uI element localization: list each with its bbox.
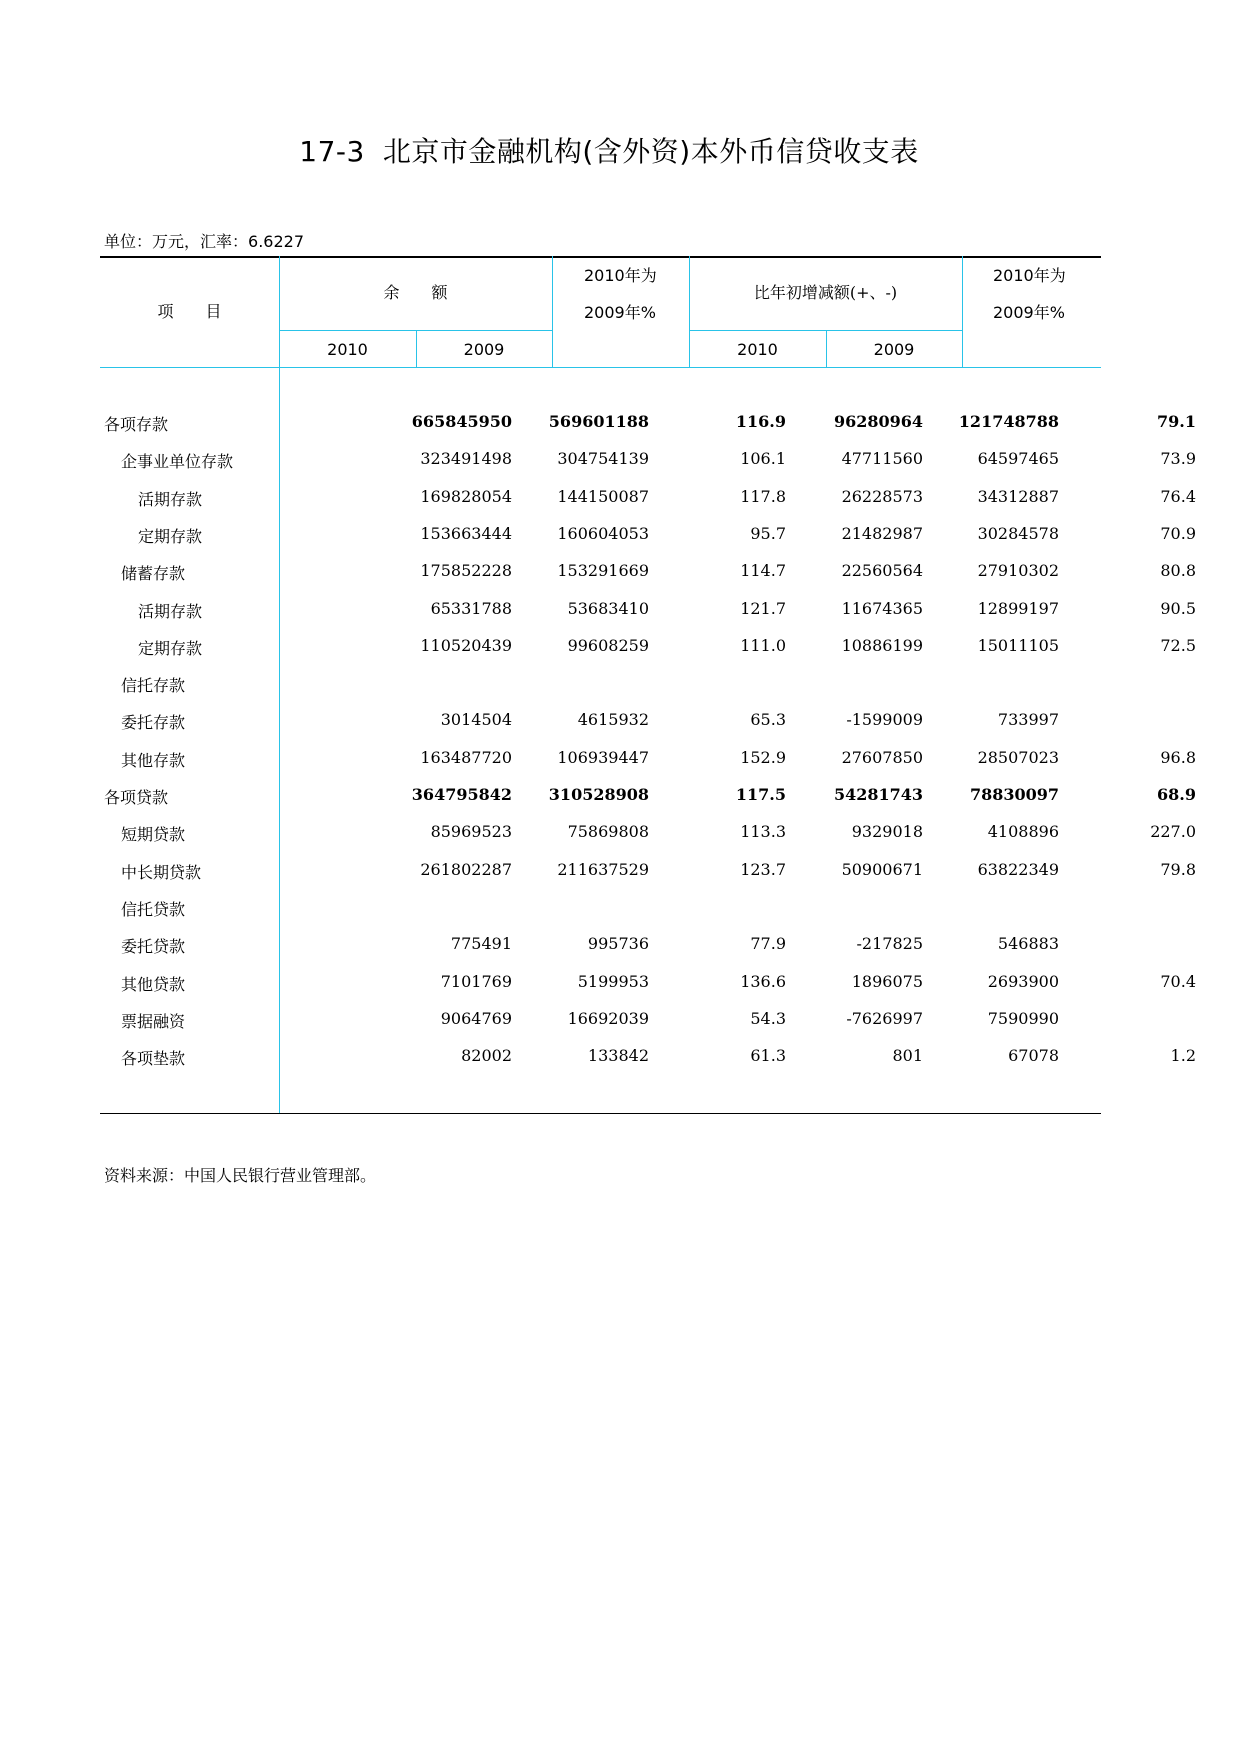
table-row xyxy=(100,1038,1196,1075)
source-note: 资料来源：中国人民银行营业管理部。 xyxy=(104,1166,377,1185)
row-label: 定期存款 xyxy=(138,638,203,658)
cell-balance-2009: 995736 xyxy=(587,934,649,954)
cell-balance-ratio: 116.9 xyxy=(735,412,786,431)
cell-change-2009: 121748788 xyxy=(958,412,1059,431)
cell-balance-ratio: 54.3 xyxy=(750,1008,786,1028)
table-row xyxy=(100,852,1196,889)
cell-change-2010: 1896075 xyxy=(851,971,923,991)
cell-change-2010: 96280964 xyxy=(833,412,923,431)
cell-balance-2009: 304754139 xyxy=(557,449,649,469)
cell-balance-ratio: 114.7 xyxy=(740,561,786,581)
cell-change-2009: 34312887 xyxy=(977,486,1059,506)
row-label: 委托贷款 xyxy=(121,937,186,957)
cell-balance-2009: 153291669 xyxy=(557,561,649,581)
cell-change-2010: -217825 xyxy=(856,934,923,954)
row-label: 中长期贷款 xyxy=(121,862,202,882)
cell-balance-2010: 364795842 xyxy=(411,785,512,804)
cell-change-ratio: 68.9 xyxy=(1157,785,1196,804)
header-ratio2-line2: 2009年% xyxy=(993,303,1065,322)
table-title-text: 北京市金融机构(含外资)本外币信贷收支表 xyxy=(382,135,919,168)
row-label: 企事业单位存款 xyxy=(121,452,234,472)
row-label: 信托存款 xyxy=(121,676,186,696)
table-row xyxy=(100,628,1196,665)
table-row xyxy=(100,889,1101,926)
unit-note xyxy=(104,229,304,252)
cell-change-ratio: 79.8 xyxy=(1160,859,1196,879)
row-label: 各项贷款 xyxy=(104,788,169,807)
header-change: 比年初增减额(+、-) xyxy=(753,283,898,302)
cell-balance-2009: 144150087 xyxy=(557,486,649,506)
cell-change-2010: -7626997 xyxy=(846,1008,923,1028)
cell-balance-ratio: 113.3 xyxy=(740,822,786,842)
cell-balance-ratio: 136.6 xyxy=(740,971,786,991)
table-row xyxy=(100,964,1196,1001)
table-top-rule xyxy=(100,256,1101,258)
cell-balance-ratio: 95.7 xyxy=(750,523,786,543)
row-label: 短期贷款 xyxy=(121,825,186,845)
table-row xyxy=(100,926,1101,963)
cell-change-ratio: 70.9 xyxy=(1160,523,1196,543)
cell-change-ratio: 79.1 xyxy=(1157,412,1196,431)
cell-balance-2010: 82002 xyxy=(461,1046,512,1066)
table-number: 17-3 xyxy=(299,135,365,168)
row-label: 活期存款 xyxy=(138,489,203,509)
cell-change-ratio: 72.5 xyxy=(1160,635,1196,655)
unit-prefix: 单位：万元，汇率： xyxy=(104,232,249,251)
cell-change-2009: 2693900 xyxy=(987,971,1059,991)
row-label: 委托存款 xyxy=(121,713,186,733)
table-row xyxy=(100,553,1196,590)
cell-balance-2010: 665845950 xyxy=(411,412,512,431)
cell-change-ratio: 1.2 xyxy=(1170,1046,1196,1066)
cell-change-2009: 30284578 xyxy=(977,523,1059,543)
cell-balance-2009: 310528908 xyxy=(548,785,649,804)
cell-balance-ratio: 123.7 xyxy=(740,859,786,879)
cell-balance-2010: 65331788 xyxy=(430,598,512,618)
header-year-2010: 2010 xyxy=(327,340,368,359)
cell-balance-ratio: 111.0 xyxy=(740,635,786,655)
row-label: 各项存款 xyxy=(104,415,169,434)
header-ratio2-line1: 2010年为 xyxy=(993,266,1066,285)
table-row xyxy=(100,814,1196,851)
header-divider xyxy=(962,256,963,368)
cell-change-2009: 27910302 xyxy=(977,561,1059,581)
cell-balance-2010: 7101769 xyxy=(440,971,512,991)
cell-balance-ratio: 77.9 xyxy=(750,934,786,954)
cell-balance-ratio: 61.3 xyxy=(750,1046,786,1066)
cell-change-ratio: 227.0 xyxy=(1150,822,1196,842)
cell-balance-2010: 9064769 xyxy=(440,1008,512,1028)
table-row xyxy=(100,479,1196,516)
cell-balance-2009: 4615932 xyxy=(577,710,649,730)
cell-change-2010: 21482987 xyxy=(841,523,923,543)
table-row xyxy=(100,1001,1101,1038)
cell-change-2010: -1599009 xyxy=(846,710,923,730)
cell-balance-2009: 106939447 xyxy=(557,747,649,767)
cell-balance-2009: 133842 xyxy=(587,1046,649,1066)
row-label: 其他存款 xyxy=(121,750,186,770)
cell-change-2009: 7590990 xyxy=(987,1008,1059,1028)
cell-balance-2009: 5199953 xyxy=(577,971,649,991)
cell-balance-2009: 53683410 xyxy=(567,598,649,618)
cell-change-2010: 22560564 xyxy=(841,561,923,581)
cell-balance-2010: 3014504 xyxy=(440,710,512,730)
cell-change-2009: 546883 xyxy=(997,934,1059,954)
header-divider xyxy=(552,256,553,368)
header-balance: 余 额 xyxy=(383,283,448,302)
cell-change-2009: 733997 xyxy=(997,710,1059,730)
cell-change-2009: 78830097 xyxy=(969,785,1059,804)
cell-change-2009: 67078 xyxy=(1008,1046,1059,1066)
row-label: 活期存款 xyxy=(138,601,203,621)
cell-change-2010: 27607850 xyxy=(841,747,923,767)
cell-balance-2010: 163487720 xyxy=(420,747,512,767)
row-label: 信托贷款 xyxy=(121,899,186,919)
cell-change-2009: 12899197 xyxy=(977,598,1059,618)
cell-change-2010: 47711560 xyxy=(841,449,923,469)
cell-change-2009: 63822349 xyxy=(977,859,1059,879)
cell-change-ratio: 70.4 xyxy=(1160,971,1196,991)
cell-change-2010: 54281743 xyxy=(833,785,923,804)
table-row xyxy=(100,516,1196,553)
header-item: 项 目 xyxy=(157,302,222,321)
row-label: 其他贷款 xyxy=(121,974,186,994)
table-row xyxy=(100,665,1101,702)
row-label: 储蓄存款 xyxy=(121,564,186,584)
row-label: 票据融资 xyxy=(121,1011,186,1031)
header-year-2010: 2010 xyxy=(737,340,778,359)
cell-change-2010: 801 xyxy=(892,1046,923,1066)
cell-change-2010: 9329018 xyxy=(851,822,923,842)
header-ratio-line1: 2010年为 xyxy=(584,266,657,285)
cell-balance-2009: 569601188 xyxy=(548,412,649,431)
table-bottom-rule xyxy=(100,1113,1101,1114)
cell-balance-2010: 323491498 xyxy=(420,449,512,469)
cell-change-ratio: 90.5 xyxy=(1160,598,1196,618)
cell-change-2010: 11674365 xyxy=(841,598,923,618)
cell-balance-2010: 775491 xyxy=(450,934,512,954)
cell-change-2009: 4108896 xyxy=(987,822,1059,842)
cell-balance-2009: 160604053 xyxy=(557,523,649,543)
cell-balance-ratio: 117.8 xyxy=(740,486,786,506)
cell-change-ratio: 76.4 xyxy=(1160,486,1196,506)
header-ratio-line2: 2009年% xyxy=(584,303,656,322)
table-row xyxy=(100,591,1196,628)
cell-balance-2009: 99608259 xyxy=(567,635,649,655)
table-row xyxy=(100,740,1196,777)
cell-change-2009: 28507023 xyxy=(977,747,1059,767)
header-divider xyxy=(279,330,552,331)
table-row xyxy=(100,441,1196,478)
cell-balance-2010: 169828054 xyxy=(420,486,512,506)
cell-change-2010: 10886199 xyxy=(841,635,923,655)
exchange-rate: 6.6227 xyxy=(248,232,304,251)
header-divider xyxy=(689,330,962,331)
cell-balance-ratio: 121.7 xyxy=(740,598,786,618)
cell-balance-2010: 110520439 xyxy=(420,635,512,655)
cell-balance-2010: 153663444 xyxy=(420,523,512,543)
table-row xyxy=(100,702,1101,739)
cell-change-ratio: 80.8 xyxy=(1160,561,1196,581)
cell-balance-ratio: 65.3 xyxy=(750,710,786,730)
cell-balance-2010: 175852228 xyxy=(420,561,512,581)
cell-balance-ratio: 152.9 xyxy=(740,747,786,767)
cell-balance-2010: 85969523 xyxy=(430,822,512,842)
header-year-2009: 2009 xyxy=(873,340,915,359)
cell-balance-2009: 75869808 xyxy=(567,822,649,842)
cell-change-2009: 64597465 xyxy=(977,449,1059,469)
cell-change-ratio: 73.9 xyxy=(1160,449,1196,469)
table-row xyxy=(100,404,1196,441)
cell-balance-2010: 261802287 xyxy=(420,859,512,879)
header-year-2009: 2009 xyxy=(463,340,505,359)
cell-change-ratio: 96.8 xyxy=(1160,747,1196,767)
cell-balance-2009: 211637529 xyxy=(557,859,649,879)
cell-change-2010: 50900671 xyxy=(841,859,923,879)
row-label: 定期存款 xyxy=(138,526,203,546)
table-row xyxy=(100,777,1196,814)
cell-balance-ratio: 106.1 xyxy=(740,449,786,469)
page-title xyxy=(0,130,1218,170)
cell-change-2009: 15011105 xyxy=(977,635,1059,655)
cell-change-2010: 26228573 xyxy=(841,486,923,506)
row-label: 各项垫款 xyxy=(121,1049,186,1069)
cell-balance-2009: 16692039 xyxy=(567,1008,649,1028)
cell-balance-ratio: 117.5 xyxy=(735,785,786,804)
header-bottom-rule xyxy=(100,367,1101,368)
data-table xyxy=(100,256,1196,1116)
